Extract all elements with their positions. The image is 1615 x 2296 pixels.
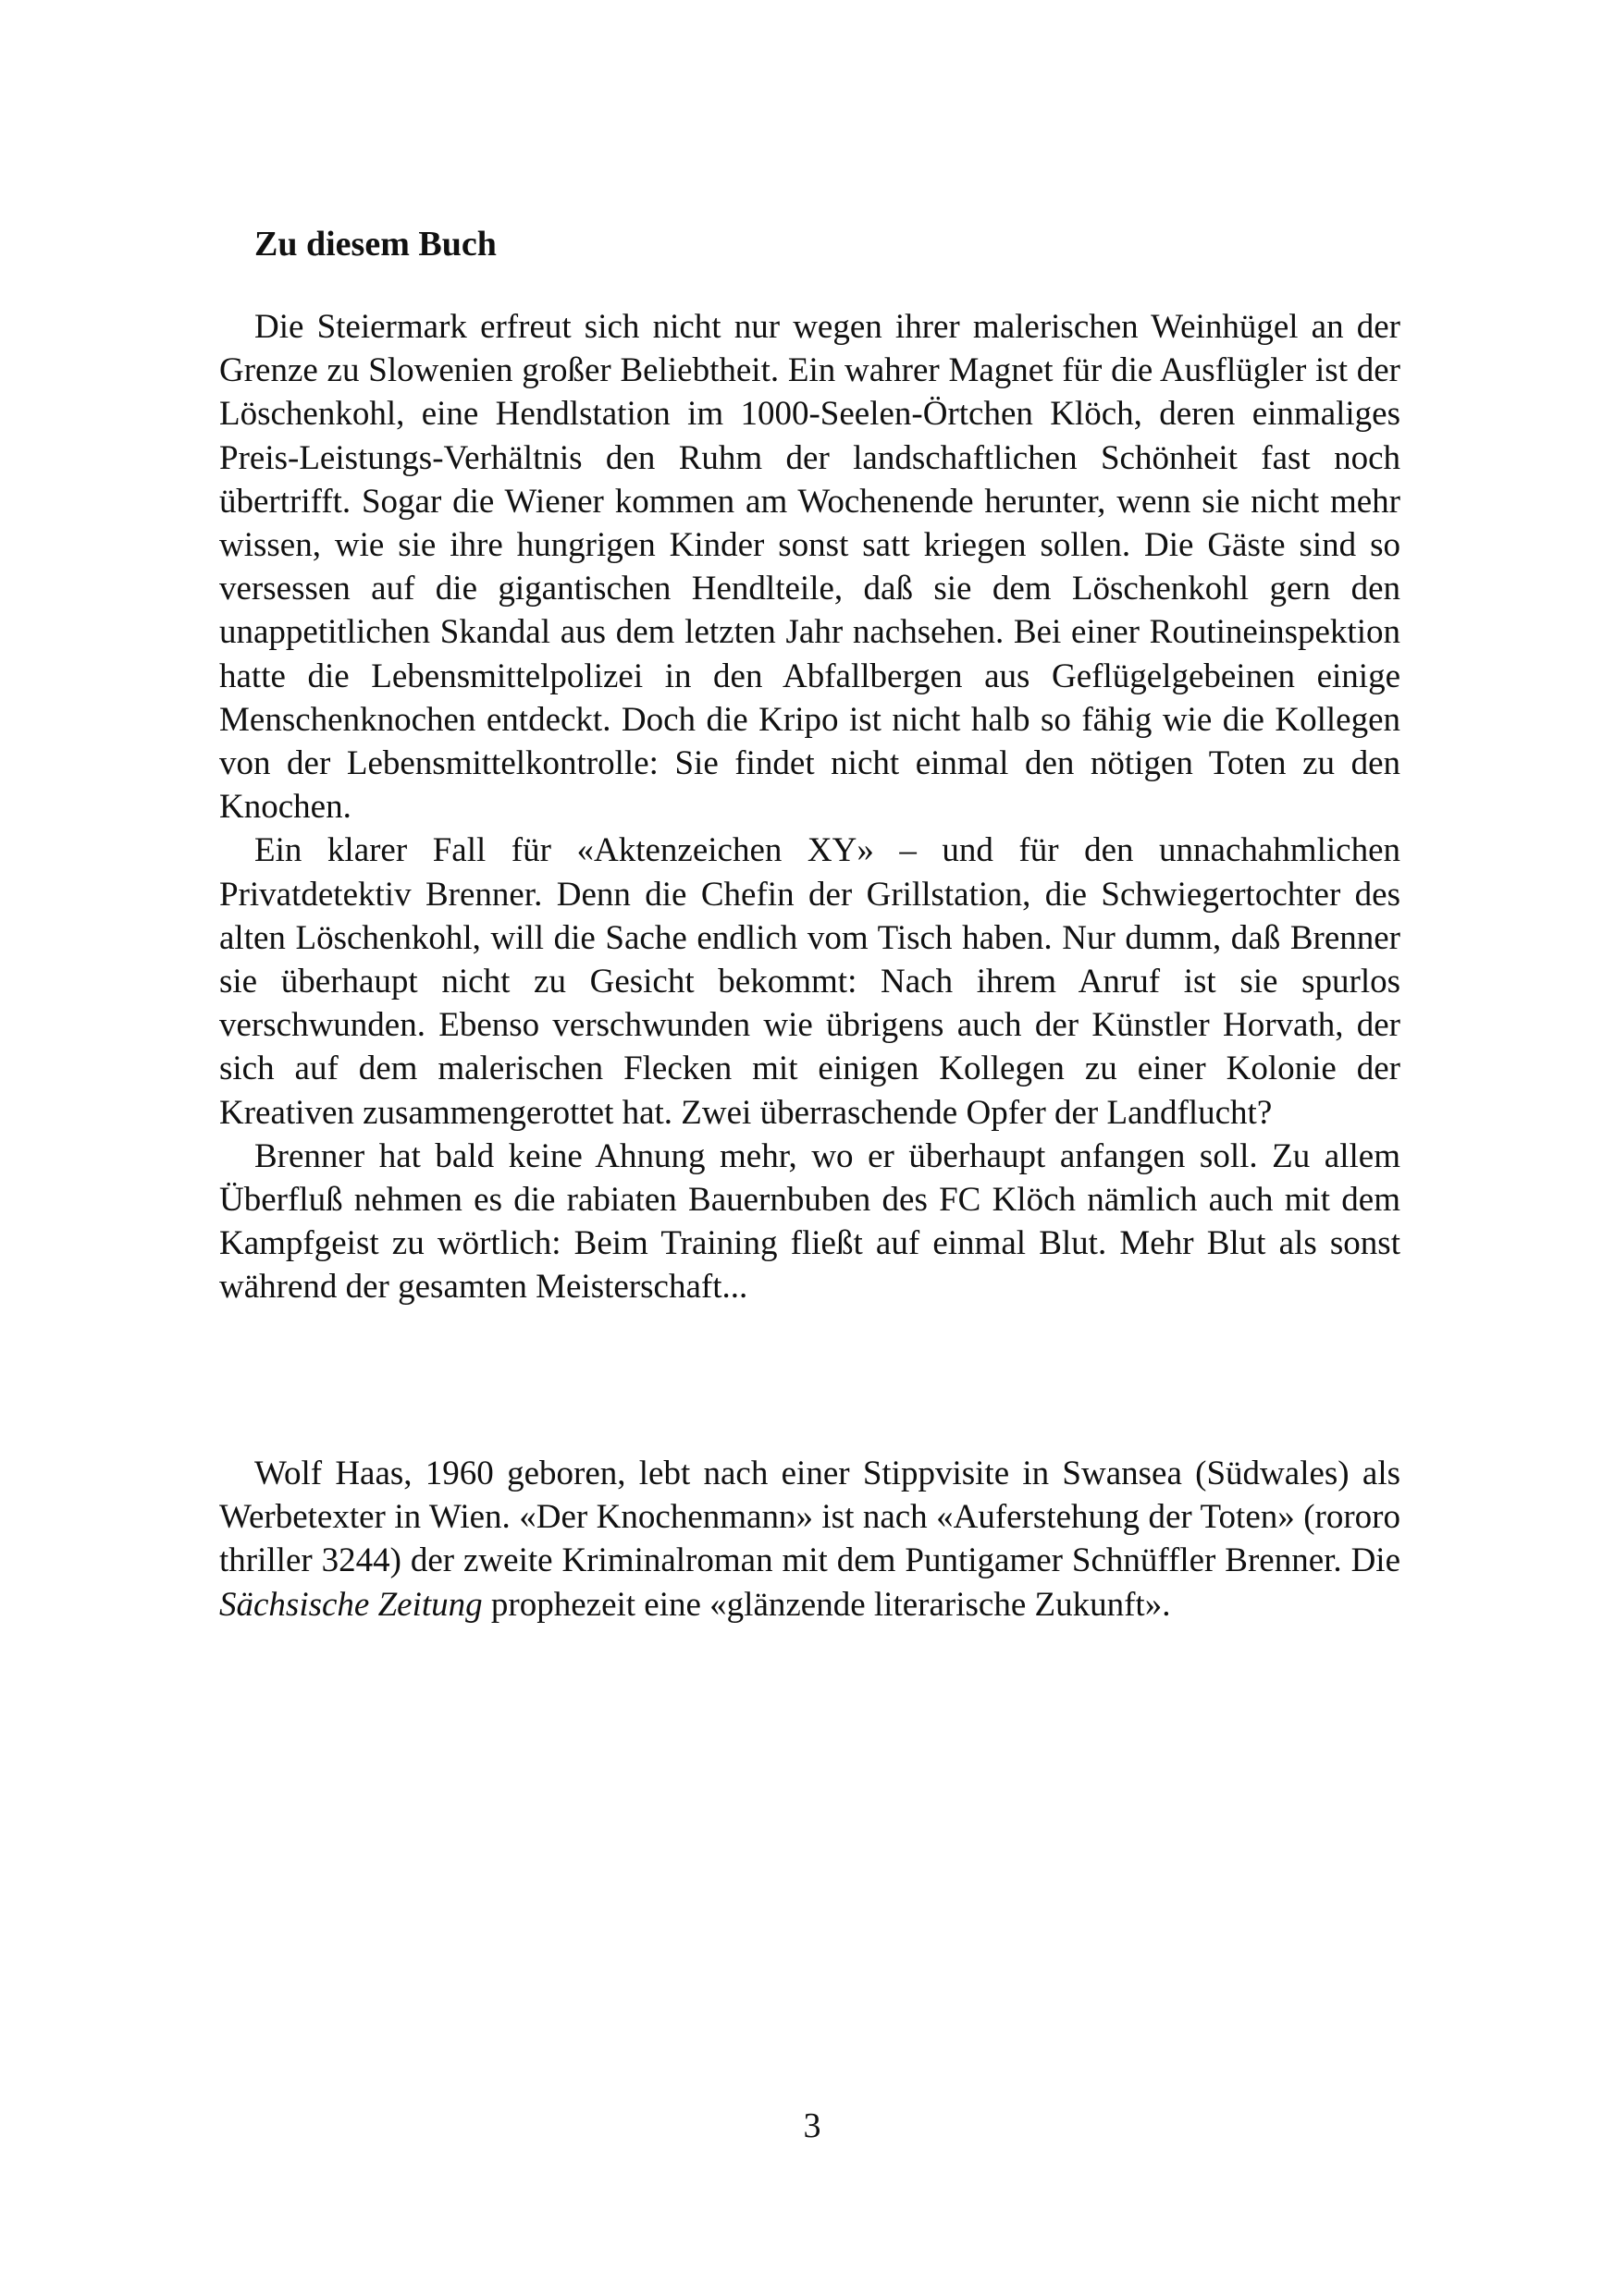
page-number: 3: [803, 2106, 821, 2145]
author-bio: [219, 1452, 1400, 1627]
newspaper-title: Sächsische Zeitung: [219, 1585, 483, 1624]
book-blurb: [219, 305, 1400, 1309]
author-bio-paragraph: [219, 1452, 1400, 1627]
bio-text-after: prophezeit eine «glänzende literarische Zukunft».: [482, 1585, 1171, 1624]
blurb-paragraph: Die Steiermark erfreut sich nicht nur wegen ihrer malerischen Weinhügel an der Grenze zu Slowenien großer Beliebtheit. Ein wahrer Magnet für die Ausflügler ist der Löschenkohl, eine Hendlstation im 1000-Seelen-Örtchen Klöch, deren einmaliges Preis-Leistungs-Verhältnis den Ruhm der landschaftlichen Schönheit fast noch übertrifft. Sogar die Wiener kommen am Wochenende herunter, wenn sie nicht mehr wissen, wie sie ihre hungrigen Kinder sonst satt kriegen sollen. Die Gäste sind so versessen auf die gigantischen Hendlteile, daß sie dem Löschenkohl gern den unappetitlichen Skandal aus dem letzten Jahr nachsehen. Bei einer Routineinspektion hatte die Lebensmittelpolizei in den Abfallbergen aus Geflügelgebeinen einige Menschenknochen entdeckt. Doch die Kripo ist nicht halb so fähig wie die Kollegen von der Lebensmittelkontrolle: Sie findet nicht einmal den nötigen Toten zu den Knochen.: [219, 308, 1400, 827]
blurb-paragraph: Ein klarer Fall für «Aktenzeichen XY» – und für den unnachahmlichen Privatdetektiv Brenner. Denn die Chefin der Grillstation, die Schwiegertochter des alten Löschenkohl, will die Sache endlich vom Tisch haben. Nur dumm, daß Brenner sie überhaupt nicht zu Gesicht bekommt: Nach ihrem Anruf ist sie spurlos verschwunden. Ebenso verschwunden wie übrigens auch der Künstler Horvath, der sich auf dem malerischen Flecken mit einigen Kollegen zu einer Kolonie der Kreativen zusammengerottet hat. Zwei überraschende Opfer der Landflucht?: [219, 831, 1400, 1132]
section-heading: Zu diesem Buch: [254, 225, 497, 264]
blurb-paragraph: Brenner hat bald keine Ahnung mehr, wo er überhaupt anfangen soll. Zu allem Überfluß nehmen es die rabiaten Bauernbuben des FC Klöch nämlich auch mit dem Kampfgeist zu wörtlich: Beim Training fließt auf einmal Blut. Mehr Blut als sonst während der gesamten Meisterschaft...: [219, 1136, 1400, 1307]
bio-text-before: Wolf Haas, 1960 geboren, lebt nach einer Stippvisite in Swansea (Südwales) als Werbetexter in Wien. «Der Knochenmann» ist nach «Auferstehung der Toten» (rororo thriller 3244) der zweite Kriminalroman mit dem Puntigamer Schnüffler Brenner. Die: [219, 1455, 1400, 1580]
